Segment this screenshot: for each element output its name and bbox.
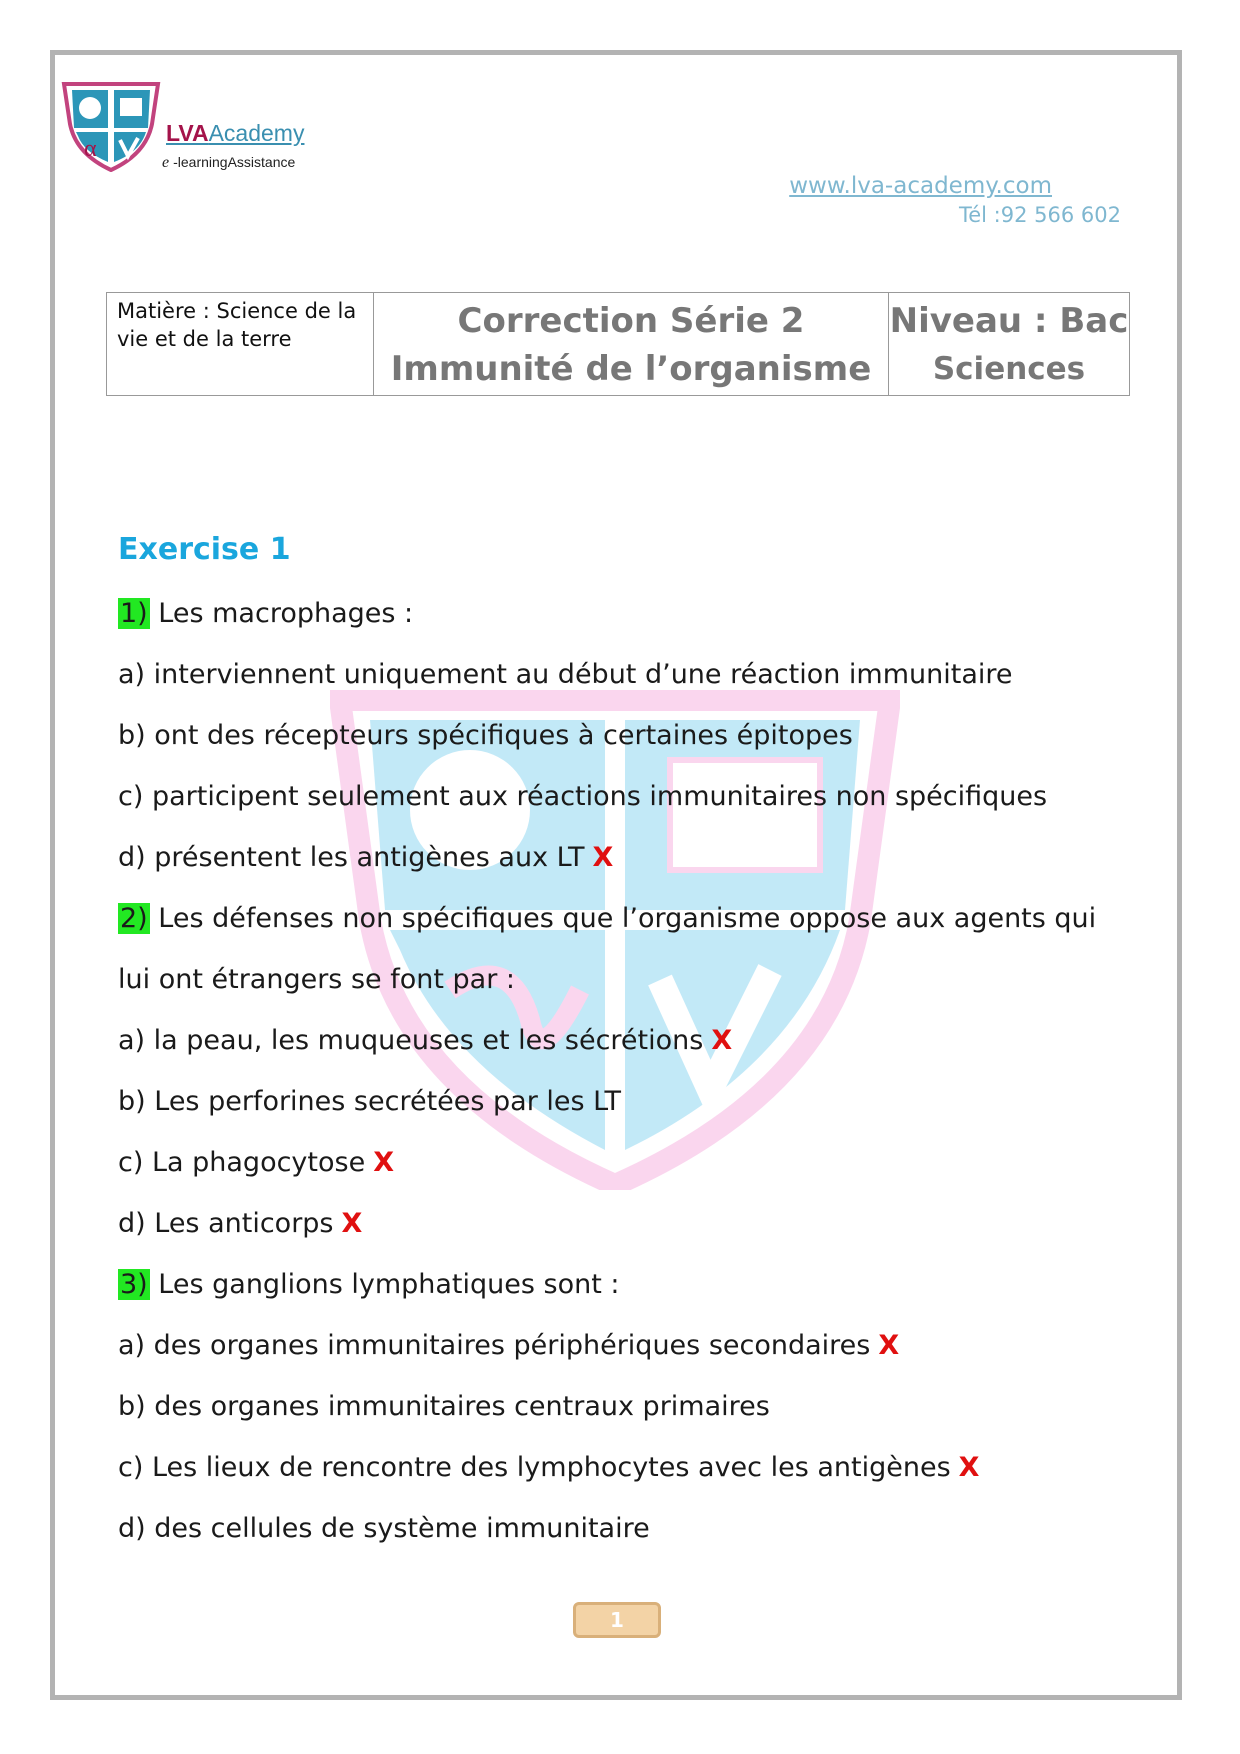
question-1 [118, 598, 413, 629]
lva-shield-logo-icon [58, 80, 164, 172]
correct-answer-mark: X [373, 1147, 395, 1178]
option-text: d) Les anticorps [118, 1208, 334, 1239]
option-2d [118, 1208, 362, 1239]
option-text: b) ont des récepteurs spécifiques à certaines épitopes [118, 720, 853, 751]
title-line1: Correction Série 2 [457, 301, 805, 341]
option-text: b) des organes immunitaires centraux primaires [118, 1391, 770, 1422]
question-number-highlight: 1) [120, 598, 148, 629]
option-text: d) présentent les antigènes aux LT [118, 842, 585, 873]
brand-name-suffix: Academy [208, 120, 305, 146]
brand-subtitle [162, 154, 295, 172]
option-1d [118, 842, 613, 873]
brand-name-prefix: LVA [166, 120, 209, 146]
correct-answer-mark: X [878, 1330, 900, 1361]
option-text: b) Les perforines secrétées par les LT [118, 1086, 621, 1117]
option-text: c) participent seulement aux réactions immunitaires non spécifiques [118, 781, 1048, 812]
website-link[interactable]: www.lva-academy.com [789, 173, 1052, 199]
option-2a [118, 1025, 732, 1056]
page-number-badge: 1 [573, 1602, 661, 1638]
question-2 [118, 903, 1096, 934]
brand-sub-text: -learningAssistance [173, 154, 296, 170]
header-table [106, 292, 1130, 396]
question-number-highlight: 2) [120, 903, 148, 934]
title-cell [374, 293, 889, 396]
level-cell [889, 293, 1130, 396]
option-text: c) La phagocytose [118, 1147, 366, 1178]
option-text: a) la peau, les muqueuses et les sécrétions [118, 1025, 704, 1056]
option-2b [118, 1086, 621, 1117]
option-text: c) Les lieux de rencontre des lymphocytes avec les antigènes [118, 1452, 951, 1483]
option-1b [118, 720, 853, 751]
option-3c [118, 1452, 979, 1483]
question-text: Les macrophages : [149, 598, 414, 629]
option-text: a) interviennent uniquement au début d’une réaction immunitaire [118, 659, 1013, 690]
option-3a [118, 1330, 899, 1361]
option-text: a) des organes immunitaires périphériques secondaires [118, 1330, 871, 1361]
correct-answer-mark: X [592, 842, 614, 873]
level-line2: Sciences [932, 351, 1086, 387]
option-text: d) des cellules de système immunitaire [118, 1513, 650, 1544]
option-1c [118, 781, 1047, 812]
question-text: Les défenses non spécifiques que l’organisme oppose aux agents qui [149, 903, 1097, 934]
brand-name [166, 120, 304, 147]
option-1a [118, 659, 1013, 690]
question-text: Les ganglions lymphatiques sont : [149, 1269, 620, 1300]
question-number-highlight: 3) [120, 1269, 148, 1300]
question-text-cont: lui ont étrangers se font par : [118, 964, 515, 995]
option-3b [118, 1391, 770, 1422]
option-2c [118, 1147, 394, 1178]
question-2-continued [118, 964, 515, 995]
title-line2: Immunité de l’organisme [390, 349, 872, 389]
phone-number: Tél :92 566 602 [958, 203, 1121, 227]
question-3 [118, 1269, 620, 1300]
exercise-title: Exercise 1 [118, 532, 291, 567]
brand-sub-e: e [162, 154, 170, 171]
option-3d [118, 1513, 650, 1544]
level-line1: Niveau : Bac [889, 301, 1129, 341]
correct-answer-mark: X [711, 1025, 733, 1056]
correct-answer-mark: X [958, 1452, 980, 1483]
correct-answer-mark: X [341, 1208, 363, 1239]
subject-cell: Matière : Science de la vie et de la terre [107, 293, 374, 396]
logo-alpha: α [84, 136, 97, 162]
